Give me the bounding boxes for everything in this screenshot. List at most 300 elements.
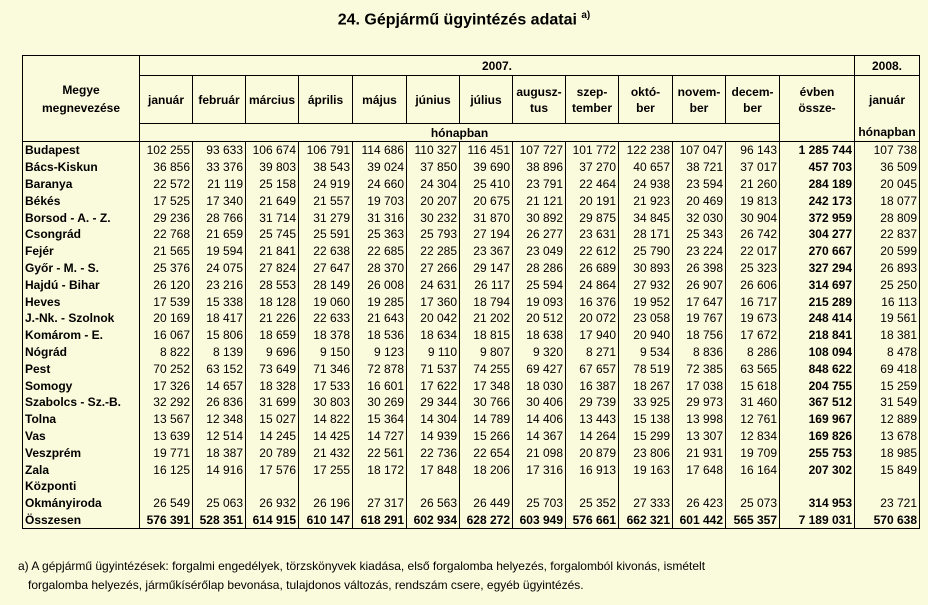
month-value: 14 916 (193, 461, 246, 478)
month-value: 17 576 (246, 461, 299, 478)
table-row (23, 243, 920, 260)
month-value: 32 030 (673, 209, 726, 226)
jan-2008-value: 26 893 (855, 260, 920, 277)
jan-2008-value: 20 045 (855, 176, 920, 193)
month-value: 63 565 (726, 360, 780, 377)
annual-total: 848 622 (780, 360, 855, 377)
month-header: február (193, 76, 246, 124)
jan-2008-value: 15 849 (855, 461, 920, 478)
month-value: 22 464 (566, 176, 619, 193)
county-header (23, 56, 140, 142)
month-value: 72 385 (673, 360, 726, 377)
month-value: 29 344 (407, 394, 460, 411)
county-name: Tolna (23, 411, 140, 428)
annual-total: 372 959 (780, 209, 855, 226)
month-value: 70 252 (140, 360, 193, 377)
month-value: 25 376 (140, 260, 193, 277)
month-value: 25 323 (726, 260, 780, 277)
title-footnote-mark: a) (581, 10, 591, 21)
month-value: 33 376 (193, 159, 246, 176)
month-value: 27 194 (460, 226, 513, 243)
month-value: 22 285 (407, 243, 460, 260)
month-value: 26 563 (407, 495, 460, 512)
jan-2008-value (855, 478, 920, 495)
table-row (23, 428, 920, 445)
month-value: 9 123 (353, 344, 407, 361)
month-value: 20 675 (460, 192, 513, 209)
month-value: 20 169 (140, 310, 193, 327)
county-name: J.-Nk. - Szolnok (23, 310, 140, 327)
county-name: Baranya (23, 176, 140, 193)
month-value: 15 266 (460, 428, 513, 445)
month-header: április (299, 76, 353, 124)
month-value (407, 478, 460, 495)
month-value: 24 304 (407, 176, 460, 193)
table-row (23, 209, 920, 226)
month-value: 21 643 (353, 310, 407, 327)
month-value: 20 072 (566, 310, 619, 327)
annual-total: 108 094 (780, 344, 855, 361)
county-name: Összesen (23, 512, 140, 529)
month-value: 39 803 (246, 159, 299, 176)
month-value: 33 925 (619, 394, 673, 411)
month-value: 25 158 (246, 176, 299, 193)
month-value: 8 271 (566, 344, 619, 361)
month-value: 9 110 (407, 344, 460, 361)
month-value: 22 736 (407, 444, 460, 461)
month-value: 19 767 (673, 310, 726, 327)
month-value: 16 387 (566, 377, 619, 394)
month-value: 72 878 (353, 360, 407, 377)
county-name: Komárom - E. (23, 327, 140, 344)
month-value: 25 063 (193, 495, 246, 512)
month-value: 23 791 (513, 176, 566, 193)
month-value: 19 285 (353, 293, 407, 310)
month-value: 32 292 (140, 394, 193, 411)
month-value: 26 196 (299, 495, 353, 512)
month-value: 40 657 (619, 159, 673, 176)
month-value: 26 689 (566, 260, 619, 277)
month-value: 96 143 (726, 142, 780, 159)
month-value: 18 417 (193, 310, 246, 327)
month-value: 29 147 (460, 260, 513, 277)
month-value: 25 745 (246, 226, 299, 243)
annual-total: 242 173 (780, 192, 855, 209)
month-value: 21 931 (673, 444, 726, 461)
month-value: 27 333 (619, 495, 673, 512)
annual-total: 7 189 031 (780, 512, 855, 529)
month-value: 20 789 (246, 444, 299, 461)
month-value: 17 648 (673, 461, 726, 478)
month-value: 19 703 (353, 192, 407, 209)
month-value: 25 363 (353, 226, 407, 243)
month-value: 106 674 (246, 142, 299, 159)
annual-total: 255 753 (780, 444, 855, 461)
month-value: 23 806 (619, 444, 673, 461)
county-name: Okmányiroda (23, 495, 140, 512)
month-value: 18 659 (246, 327, 299, 344)
month-value: 18 378 (299, 327, 353, 344)
month-value (246, 478, 299, 495)
month-value: 18 030 (513, 377, 566, 394)
month-value: 29 875 (566, 209, 619, 226)
month-value: 31 870 (460, 209, 513, 226)
jan-2008-value: 15 259 (855, 377, 920, 394)
month-value: 15 338 (193, 293, 246, 310)
month-value: 101 772 (566, 142, 619, 159)
county-name: Hajdú - Bihar (23, 276, 140, 293)
month-value: 31 714 (246, 209, 299, 226)
month-value: 20 879 (566, 444, 619, 461)
month-value: 28 286 (513, 260, 566, 277)
month-value: 102 255 (140, 142, 193, 159)
county-header-label: Megye megnevezése (41, 82, 121, 115)
month-value: 28 766 (193, 209, 246, 226)
county-name: Csongrád (23, 226, 140, 243)
table-row (23, 310, 920, 327)
month-value: 39 024 (353, 159, 407, 176)
month-value: 22 685 (353, 243, 407, 260)
table-row (23, 344, 920, 361)
month-value: 39 690 (460, 159, 513, 176)
month-value: 22 561 (353, 444, 407, 461)
month-value: 28 370 (353, 260, 407, 277)
month-value: 16 376 (566, 293, 619, 310)
month-value: 19 673 (726, 310, 780, 327)
month-value: 71 346 (299, 360, 353, 377)
month-value: 30 766 (460, 394, 513, 411)
month-value: 26 449 (460, 495, 513, 512)
month-value (673, 478, 726, 495)
month-value: 38 721 (673, 159, 726, 176)
month-value: 20 940 (619, 327, 673, 344)
month-value: 20 191 (566, 192, 619, 209)
month-value: 614 915 (246, 512, 299, 529)
table-row (23, 176, 920, 193)
month-value: 22 768 (140, 226, 193, 243)
jan-2008-value: 18 985 (855, 444, 920, 461)
table-row (23, 226, 920, 243)
month-value: 17 038 (673, 377, 726, 394)
month-value: 18 815 (460, 327, 513, 344)
month-header: május (353, 76, 407, 124)
month-value: 26 836 (193, 394, 246, 411)
month-value: 23 367 (460, 243, 513, 260)
month-value: 8 139 (193, 344, 246, 361)
table-row (23, 142, 920, 159)
month-value: 602 934 (407, 512, 460, 529)
footnote-line-1: a) A gépjármű ügyintézések: forgalmi engedélyek, törzskönyvek kiadása, első forgalomba helyezés, forgalomból kivonás, ismételt (18, 559, 706, 573)
month-value: 19 093 (513, 293, 566, 310)
month-value: 576 661 (566, 512, 619, 529)
month-value (726, 478, 780, 495)
month-value: 17 940 (566, 327, 619, 344)
month-value: 19 771 (140, 444, 193, 461)
month-value: 12 514 (193, 428, 246, 445)
month-value: 17 326 (140, 377, 193, 394)
month-value: 26 398 (673, 260, 726, 277)
annual-total: 367 512 (780, 394, 855, 411)
month-value: 14 245 (246, 428, 299, 445)
month-value: 24 075 (193, 260, 246, 277)
annual-total: 284 189 (780, 176, 855, 193)
month-value: 13 998 (673, 411, 726, 428)
month-value: 93 633 (193, 142, 246, 159)
month-value: 34 845 (619, 209, 673, 226)
month-value: 13 443 (566, 411, 619, 428)
vehicle-admin-table (22, 55, 920, 529)
month-value (140, 478, 193, 495)
month-value: 17 255 (299, 461, 353, 478)
month-value: 30 893 (619, 260, 673, 277)
county-name: Központi (23, 478, 140, 495)
month-value: 17 622 (407, 377, 460, 394)
month-value: 26 423 (673, 495, 726, 512)
month-value: 14 789 (460, 411, 513, 428)
month-value: 28 149 (299, 276, 353, 293)
month-value: 601 442 (673, 512, 726, 529)
month-value: 18 634 (407, 327, 460, 344)
month-value: 22 633 (299, 310, 353, 327)
title-text: 24. Gépjármű ügyintézés adatai (337, 11, 577, 29)
annual-total: 204 755 (780, 377, 855, 394)
month-value: 31 279 (299, 209, 353, 226)
month-value: 21 432 (299, 444, 353, 461)
month-value: 30 232 (407, 209, 460, 226)
month-value: 78 519 (619, 360, 673, 377)
table-row (23, 444, 920, 461)
month-value: 22 654 (460, 444, 513, 461)
month-value: 23 216 (193, 276, 246, 293)
jan-2008-value: 20 599 (855, 243, 920, 260)
month-value: 20 512 (513, 310, 566, 327)
month-value: 565 357 (726, 512, 780, 529)
month-value: 21 649 (246, 192, 299, 209)
month-value: 24 631 (407, 276, 460, 293)
annual-total: 169 826 (780, 428, 855, 445)
table-row (23, 260, 920, 277)
county-name: Békés (23, 192, 140, 209)
table-row (23, 327, 920, 344)
month-value: 14 264 (566, 428, 619, 445)
month-value: 116 451 (460, 142, 513, 159)
jan-2008-value: 18 381 (855, 327, 920, 344)
table-row (23, 276, 920, 293)
month-value: 29 236 (140, 209, 193, 226)
month-header: decem- ber (726, 76, 780, 124)
month-value: 30 803 (299, 394, 353, 411)
month-value: 36 856 (140, 159, 193, 176)
month-value: 31 316 (353, 209, 407, 226)
month-value: 27 317 (353, 495, 407, 512)
month-header: novem- ber (673, 76, 726, 124)
month-value: 9 150 (299, 344, 353, 361)
month-value: 30 904 (726, 209, 780, 226)
month-value: 16 125 (140, 461, 193, 478)
month-value: 19 060 (299, 293, 353, 310)
table-row (23, 159, 920, 176)
month-value: 74 255 (460, 360, 513, 377)
table-row (23, 192, 920, 209)
month-header: szep- tember (566, 76, 619, 124)
month-value: 26 907 (673, 276, 726, 293)
month-value: 14 406 (513, 411, 566, 428)
month-value: 19 594 (193, 243, 246, 260)
month-value: 20 207 (407, 192, 460, 209)
month-value: 21 565 (140, 243, 193, 260)
month-value: 24 938 (619, 176, 673, 193)
annual-total: 457 703 (780, 159, 855, 176)
month-value: 24 864 (566, 276, 619, 293)
month-value: 26 606 (726, 276, 780, 293)
month-value: 21 098 (513, 444, 566, 461)
month-value: 17 340 (193, 192, 246, 209)
month-value: 15 806 (193, 327, 246, 344)
month-value: 23 224 (673, 243, 726, 260)
month-value: 17 539 (140, 293, 193, 310)
table-row (23, 293, 920, 310)
month-value: 38 896 (513, 159, 566, 176)
month-value: 19 813 (726, 192, 780, 209)
month-value: 14 822 (299, 411, 353, 428)
annual-total: 304 277 (780, 226, 855, 243)
month-value (513, 478, 566, 495)
county-name: Budapest (23, 142, 140, 159)
county-name: Vas (23, 428, 140, 445)
jan-2008-value: 25 250 (855, 276, 920, 293)
month-value: 114 686 (353, 142, 407, 159)
month-value: 21 557 (299, 192, 353, 209)
jan-2008-value: 12 889 (855, 411, 920, 428)
jan-2008-value: 107 738 (855, 142, 920, 159)
month-value: 25 073 (726, 495, 780, 512)
month-value: 13 307 (673, 428, 726, 445)
year-2008-header: 2008. (855, 56, 920, 76)
table-row (23, 495, 920, 512)
month-value (566, 478, 619, 495)
county-name: Győr - M. - S. (23, 260, 140, 277)
month-value: 107 047 (673, 142, 726, 159)
month-value: 662 321 (619, 512, 673, 529)
annual-total: 314 953 (780, 495, 855, 512)
month-header: augusz- tus (513, 76, 566, 124)
month-value: 28 553 (246, 276, 299, 293)
county-name: Fejér (23, 243, 140, 260)
year-2007-header: 2007. (140, 56, 855, 76)
month-value: 16 913 (566, 461, 619, 478)
month-value: 106 791 (299, 142, 353, 159)
month-value: 26 120 (140, 276, 193, 293)
month-value: 16 717 (726, 293, 780, 310)
month-value: 23 058 (619, 310, 673, 327)
month-value: 26 742 (726, 226, 780, 243)
month-value: 18 328 (246, 377, 299, 394)
month-value: 17 360 (407, 293, 460, 310)
month-value: 25 594 (513, 276, 566, 293)
month-value: 18 638 (513, 327, 566, 344)
month-value: 27 266 (407, 260, 460, 277)
month-value: 12 761 (726, 411, 780, 428)
month-value: 8 286 (726, 344, 780, 361)
month-value: 17 316 (513, 461, 566, 478)
month-value: 24 660 (353, 176, 407, 193)
month-value: 14 425 (299, 428, 353, 445)
month-value: 14 304 (407, 411, 460, 428)
month-value: 26 549 (140, 495, 193, 512)
month-value: 26 277 (513, 226, 566, 243)
annual-total: 270 667 (780, 243, 855, 260)
month-value: 107 727 (513, 142, 566, 159)
month-value: 20 042 (407, 310, 460, 327)
month-value: 22 638 (299, 243, 353, 260)
county-name: Borsod - A. - Z. (23, 209, 140, 226)
table-row (23, 394, 920, 411)
annual-total: 248 414 (780, 310, 855, 327)
month-value: 19 163 (619, 461, 673, 478)
county-name: Somogy (23, 377, 140, 394)
month-value: 37 270 (566, 159, 619, 176)
month-value: 37 017 (726, 159, 780, 176)
month-value: 17 672 (726, 327, 780, 344)
month-value: 17 533 (299, 377, 353, 394)
annual-total: 215 289 (780, 293, 855, 310)
annual-total (780, 478, 855, 495)
month-value: 14 367 (513, 428, 566, 445)
table-row (23, 478, 920, 495)
month-value: 30 406 (513, 394, 566, 411)
month-value: 18 387 (193, 444, 246, 461)
month-value: 18 794 (460, 293, 513, 310)
month-value: 25 410 (460, 176, 513, 193)
month-value: 25 343 (673, 226, 726, 243)
jan-2008-value: 570 638 (855, 512, 920, 529)
month-value: 16 067 (140, 327, 193, 344)
month-value: 22 612 (566, 243, 619, 260)
month-value: 21 841 (246, 243, 299, 260)
month-value: 9 807 (460, 344, 513, 361)
month-value: 21 202 (460, 310, 513, 327)
month-value (460, 478, 513, 495)
jan-2008-value: 23 721 (855, 495, 920, 512)
month-value: 528 351 (193, 512, 246, 529)
month-value: 18 536 (353, 327, 407, 344)
month-value: 23 594 (673, 176, 726, 193)
month-value: 21 119 (193, 176, 246, 193)
jan-2008-value: 8 478 (855, 344, 920, 361)
month-value: 24 919 (299, 176, 353, 193)
month-header: július (460, 76, 513, 124)
month-value: 30 892 (513, 209, 566, 226)
month-value: 12 834 (726, 428, 780, 445)
jan-2008-value: 28 809 (855, 209, 920, 226)
month-value: 29 739 (566, 394, 619, 411)
month-value: 17 848 (407, 461, 460, 478)
month-value: 14 727 (353, 428, 407, 445)
county-name: Pest (23, 360, 140, 377)
month-value: 110 327 (407, 142, 460, 159)
month-value: 69 427 (513, 360, 566, 377)
month-value: 21 121 (513, 192, 566, 209)
month-value: 63 152 (193, 360, 246, 377)
month-value: 38 543 (299, 159, 353, 176)
month-value: 576 391 (140, 512, 193, 529)
month-value: 13 567 (140, 411, 193, 428)
month-value: 21 226 (246, 310, 299, 327)
month-value: 18 206 (460, 461, 513, 478)
annual-total: 207 302 (780, 461, 855, 478)
month-value: 9 696 (246, 344, 299, 361)
month-value: 27 932 (619, 276, 673, 293)
